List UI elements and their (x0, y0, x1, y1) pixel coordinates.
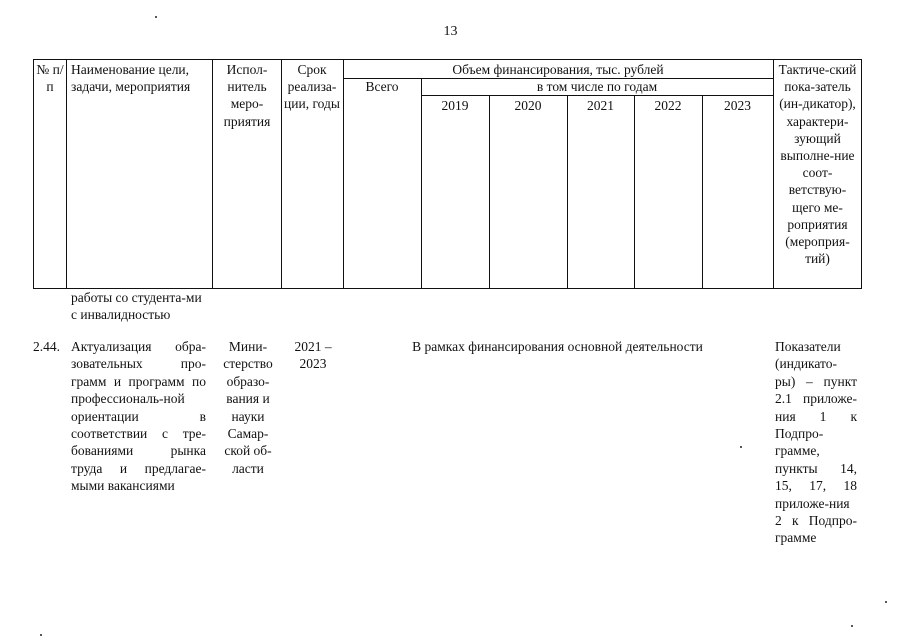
col-line (567, 95, 568, 289)
col-line (773, 59, 774, 289)
header-year: 2023 (724, 98, 751, 113)
scan-speck (851, 625, 853, 627)
header-year: 2019 (441, 98, 469, 113)
row-executor: Мини-стерство образо-вания и науки Самар-ской об-ласти (223, 339, 273, 476)
scan-speck (155, 16, 157, 18)
continuation-text: работы со студента-ми с инвалидностью (71, 290, 202, 323)
header-number: № п/п (36, 62, 64, 95)
row-number: 2.44. (33, 339, 60, 354)
col-line (634, 95, 635, 289)
col-line (489, 95, 490, 289)
col-line (702, 95, 703, 289)
col-line (343, 59, 344, 289)
header-year: 2022 (654, 98, 682, 113)
col-line (421, 78, 422, 289)
header-name: Наименование цели, задачи, мероприятия (71, 62, 191, 95)
col-line (66, 59, 67, 289)
header-executor: Испол-нитель меро-приятия (223, 62, 271, 129)
row-funding: В рамках финансирования основной деятельности (412, 339, 703, 354)
header-year: 2020 (514, 98, 542, 113)
row-indicator: Показатели (индикато-ры) – пункт 2.1 приложе-ния 1 к Подпро-грамме, пункты 14, 15, 17, 18 приложе-ния 2 к Подпро-грамме (775, 339, 857, 546)
table-top-border (33, 59, 862, 60)
scan-speck (885, 601, 887, 603)
col-line (33, 59, 34, 289)
header-by-years: в том числе по годам (536, 79, 658, 94)
col-line (281, 59, 282, 289)
header-table (33, 59, 862, 289)
header-funding: Объем финансирования, тыс. рублей (452, 62, 664, 77)
row-term: 2021 – 2023 (294, 339, 332, 372)
header-indicator: Тактиче-ский пока-затель (ин-дикатор), характери-зующий выполне-ние соот-ветствую-щего ме-роприятия (мероприя-тий) (778, 62, 857, 267)
col-line (861, 59, 862, 289)
header-total: Всего (365, 79, 399, 94)
col-line (212, 59, 213, 289)
scan-speck (40, 634, 42, 636)
header-year: 2021 (587, 98, 614, 113)
scan-speck (740, 446, 742, 448)
row-name: Актуализация обра-зовательных про-грамм и программ по профессиональ-ной ориентации в соответствии с тре-бованиями рынка труда и предлагае-мыми вакансиями (71, 339, 206, 494)
page-number: 13 (443, 24, 458, 39)
header-term: Срок реализа-ции, годы (284, 62, 340, 112)
